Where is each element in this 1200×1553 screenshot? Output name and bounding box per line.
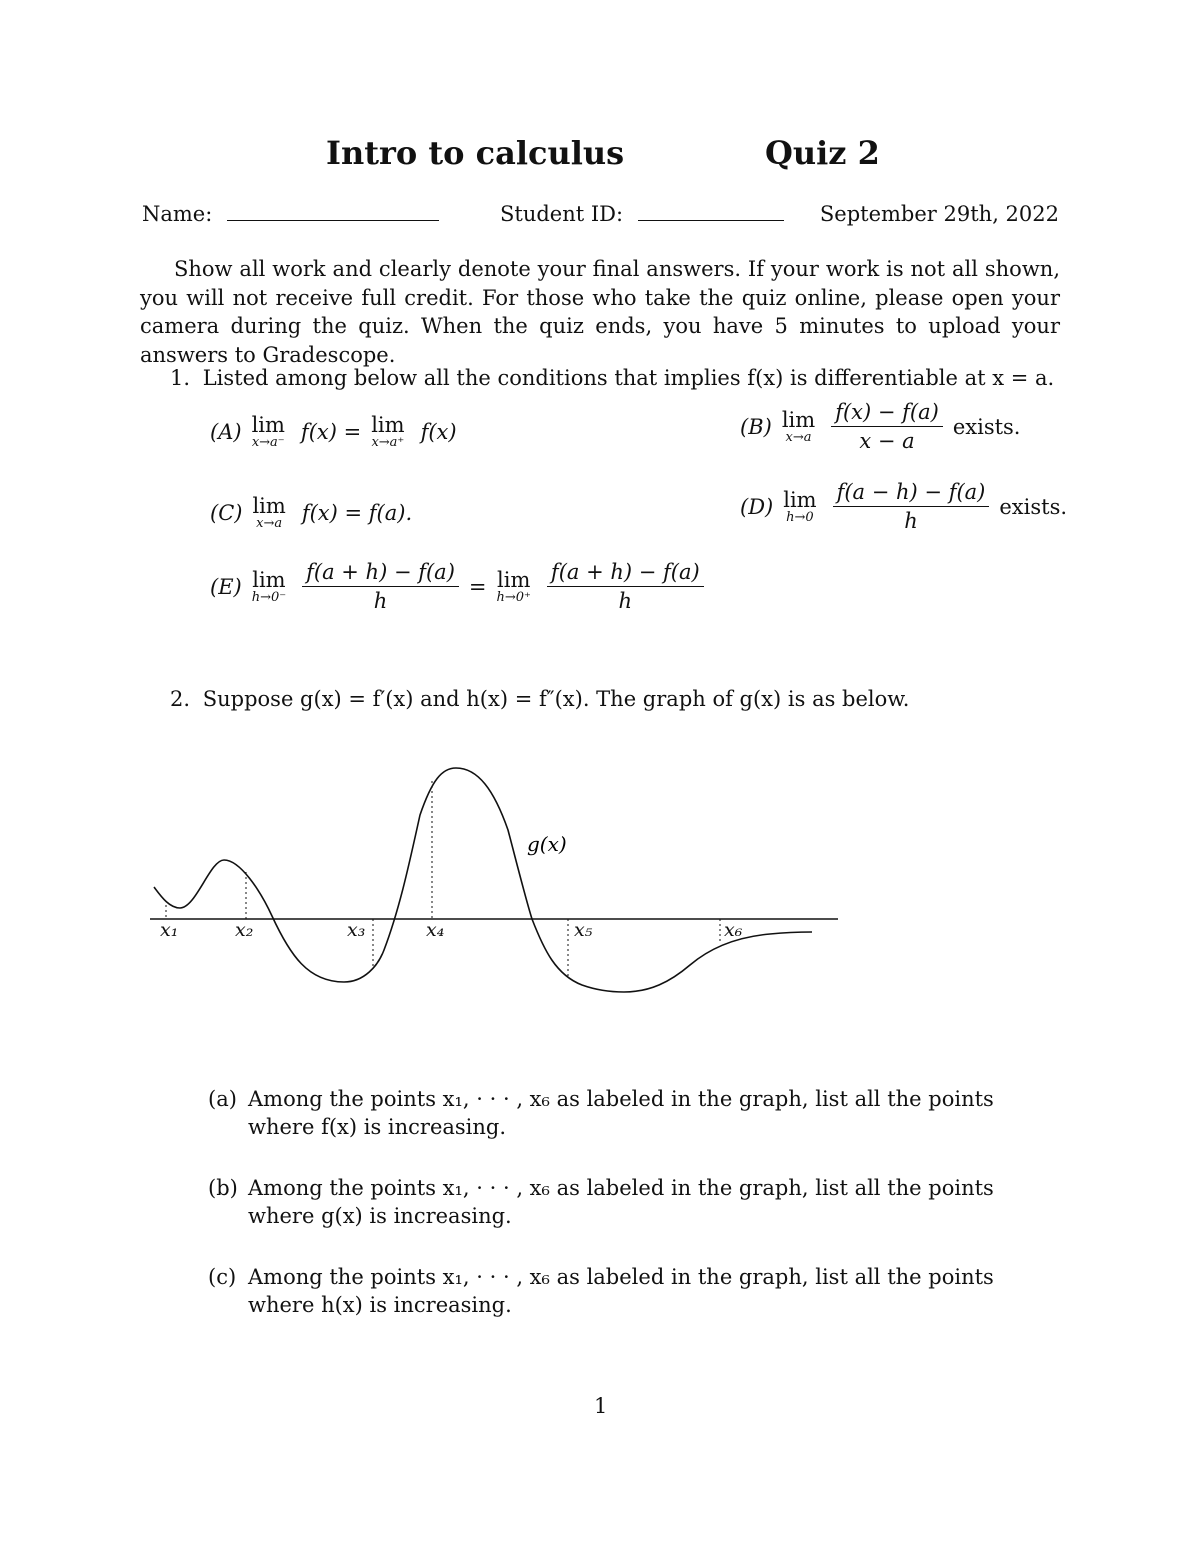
option-a-expr-right: f(x) — [420, 420, 457, 444]
question-2-number: 2. — [170, 687, 191, 711]
course-title: Intro to calculus — [326, 134, 625, 172]
option-a-limit-right: lim x→a⁺ — [371, 413, 405, 450]
instructions: Show all work and clearly denote your final answers. If your work is not all shown, you will not receive full credit. For those who take the quiz online, please open your camera during the quiz. When the quiz ends, you have 5 minutes to upload your answers to Gradescope. — [140, 257, 1060, 367]
part-c-text: Among the points x₁, · · · , x₆ as labeled in the graph, list all the points where h(x) is increasing. — [248, 1265, 994, 1317]
option-a-expr-left: f(x) = — [300, 420, 362, 444]
question-2-text: Suppose g(x) = f′(x) and h(x) = f″(x). The graph of g(x) is as below. — [202, 687, 910, 711]
option-b-limit: lim x→a — [781, 407, 816, 445]
question-1-number: 1. — [170, 366, 191, 390]
option-a-limit-left: lim x→a⁻ — [251, 413, 285, 450]
option-a-label: (A) — [210, 420, 242, 444]
option-d-fraction: $\frac{f(a - h) - f(a)}{h}$ — [833, 480, 990, 533]
option-b-label: (B) — [740, 414, 772, 439]
part-b-label: (b) — [208, 1176, 238, 1200]
option-c-label: (C) — [210, 501, 243, 525]
option-e-equals: = — [468, 574, 487, 599]
option-e-fraction-right: $\frac{f(a + h) - f(a)}{h}$ — [547, 560, 704, 613]
option-b-tail: exists. — [952, 414, 1021, 439]
option-b-fraction: $\frac{f(x) - f(a)}{x - a}$ — [831, 400, 943, 453]
part-c-label: (c) — [208, 1265, 237, 1289]
option-c-expr: f(x) = f(a). — [301, 501, 413, 525]
part-a — [208, 1085, 1060, 1141]
g-curve-label: g(x) — [527, 832, 567, 856]
option-e-limit-left: lim h→0⁻ — [251, 567, 287, 605]
option-d-label: (D) — [740, 494, 774, 519]
option-d-limit: lim h→0 — [783, 487, 817, 525]
g-curve — [154, 768, 812, 992]
option-d-tail: exists. — [999, 494, 1068, 519]
part-b — [208, 1174, 1060, 1230]
point-label-x5: x₅ — [574, 919, 593, 941]
part-a-text: Among the points x₁, · · · , x₆ as labeled in the graph, list all the points where f(x) is increasing. — [248, 1087, 994, 1139]
question-1-text: Listed among below all the conditions that implies f(x) is differentiable at x = a. — [202, 366, 1055, 390]
option-e-label: (E) — [210, 574, 242, 599]
option-e-limit-right: lim h→0⁺ — [496, 567, 531, 605]
quiz-date: September 29th, 2022 — [819, 202, 1059, 226]
point-label-x6: x₆ — [724, 919, 743, 941]
page-number: 1 — [594, 1394, 608, 1418]
point-label-x4: x₄ — [426, 919, 445, 941]
student-id-label: Student ID: — [500, 202, 624, 226]
point-label-x2: x₂ — [235, 919, 254, 941]
option-c-limit: lim x→a — [252, 494, 286, 531]
option-e-fraction-left: $\frac{f(a + h) - f(a)}{h}$ — [302, 560, 459, 613]
part-a-label: (a) — [208, 1087, 237, 1111]
point-label-x1: x₁ — [160, 919, 179, 941]
part-c — [208, 1263, 1060, 1319]
point-label-x3: x₃ — [347, 919, 366, 941]
name-label: Name: — [142, 202, 213, 226]
part-b-text: Among the points x₁, · · · , x₆ as labeled in the graph, list all the points where g(x) is increasing. — [248, 1176, 994, 1228]
quiz-title: Quiz 2 — [765, 134, 880, 172]
